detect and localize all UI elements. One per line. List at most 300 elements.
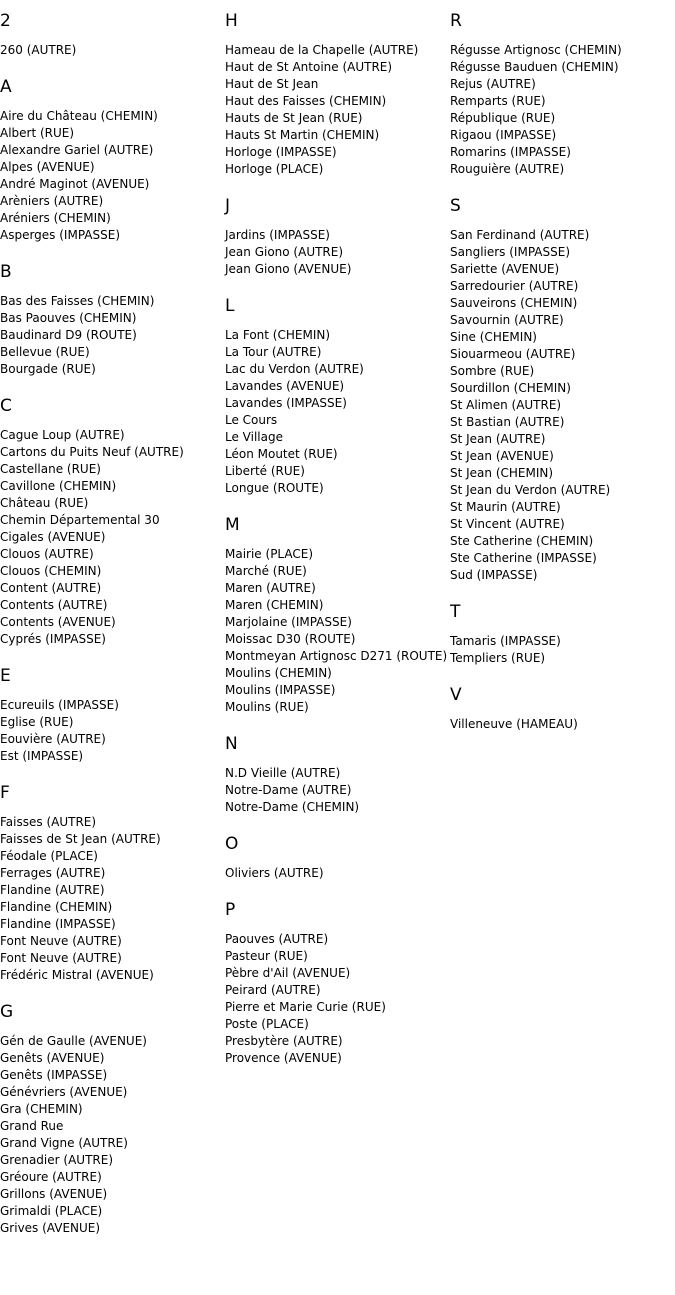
letter-heading: O <box>225 834 239 854</box>
street-link[interactable]: Villeneuve (HAMEAU) <box>450 717 578 731</box>
letter-heading: S <box>450 196 461 216</box>
street-link[interactable]: Pèbre d'Ail (AVENUE) <box>225 966 351 980</box>
street-link[interactable]: Alexandre Gariel (AUTRE) <box>0 143 154 157</box>
street-list-item <box>450 431 675 448</box>
street-link[interactable]: Flandine (AUTRE) <box>0 883 105 897</box>
street-list <box>0 108 225 244</box>
street-link[interactable]: La Font (CHEMIN) <box>225 328 331 342</box>
street-list-item <box>0 1084 225 1101</box>
street-list-item <box>225 110 450 127</box>
street-link[interactable]: Hauts de St Jean (RUE) <box>225 111 363 125</box>
letter-heading: G <box>0 1002 14 1022</box>
street-list-item <box>450 533 675 550</box>
street-link[interactable]: Sourdillon (CHEMIN) <box>450 381 571 395</box>
letter-heading: P <box>225 900 236 920</box>
street-link[interactable]: Jean Giono (AVENUE) <box>225 262 352 276</box>
street-list-item <box>450 550 675 567</box>
street-link[interactable]: Marché (RUE) <box>225 564 307 578</box>
street-link[interactable]: Château (RUE) <box>0 496 89 510</box>
street-link[interactable]: Remparts (RUE) <box>450 94 546 108</box>
street-list-item <box>225 580 450 597</box>
street-list-item <box>225 765 450 782</box>
street-link[interactable]: Grenadier (AUTRE) <box>0 1153 113 1167</box>
street-list-item <box>450 161 675 178</box>
street-list-item <box>225 1033 450 1050</box>
street-link[interactable]: Notre-Dame (AUTRE) <box>225 783 352 797</box>
street-link[interactable]: Régusse Artignosc (CHEMIN) <box>450 43 622 57</box>
street-link[interactable]: Ste Catherine (IMPASSE) <box>450 551 597 565</box>
street-list-item <box>0 1033 225 1050</box>
letter-group <box>450 684 675 733</box>
street-list-item <box>0 461 225 478</box>
letter-heading: L <box>225 296 235 316</box>
street-link[interactable]: Liberté (RUE) <box>225 464 305 478</box>
street-link[interactable]: Ecureuils (IMPASSE) <box>0 698 119 712</box>
letter-heading: V <box>450 685 462 705</box>
street-link[interactable]: Flandine (CHEMIN) <box>0 900 113 914</box>
street-list-item <box>0 1135 225 1152</box>
street-link[interactable]: Faisses (AUTRE) <box>0 815 97 829</box>
street-link[interactable]: Asperges (IMPASSE) <box>0 228 120 242</box>
street-link[interactable]: La Tour (AUTRE) <box>225 345 322 359</box>
street-link[interactable]: Presbytère (AUTRE) <box>225 1034 343 1048</box>
street-link[interactable]: Aire du Château (CHEMIN) <box>0 109 158 123</box>
street-link[interactable]: Eglise (RUE) <box>0 715 74 729</box>
street-link[interactable]: St Alimen (AUTRE) <box>450 398 562 412</box>
street-list-item <box>225 648 450 665</box>
street-list-item <box>225 59 450 76</box>
street-link[interactable]: Haut de St Jean <box>225 77 319 91</box>
street-link[interactable]: Romarins (IMPASSE) <box>450 145 571 159</box>
street-link[interactable]: Moissac D30 (ROUTE) <box>225 632 356 646</box>
street-list-item <box>0 529 225 546</box>
street-link[interactable]: Cigales (AVENUE) <box>0 530 106 544</box>
street-link[interactable]: N.D Vieille (AUTRE) <box>225 766 341 780</box>
street-link[interactable]: Génévriers (AVENUE) <box>0 1085 128 1099</box>
street-list-item <box>225 631 450 648</box>
street-link[interactable]: Grimaldi (PLACE) <box>0 1204 103 1218</box>
street-link[interactable]: Ste Catherine (CHEMIN) <box>450 534 594 548</box>
letter-group <box>0 395 225 648</box>
street-link[interactable]: Bas des Faisses (CHEMIN) <box>0 294 155 308</box>
street-list-item <box>0 865 225 882</box>
street-link[interactable]: Cague Loup (AUTRE) <box>0 428 125 442</box>
street-list-item <box>0 1203 225 1220</box>
letter-group <box>225 514 450 716</box>
street-link[interactable]: Lac du Verdon (AUTRE) <box>225 362 364 376</box>
street-list <box>450 716 675 733</box>
street-link[interactable]: Tamaris (IMPASSE) <box>450 634 561 648</box>
street-list-item <box>0 546 225 563</box>
letter-heading: J <box>225 196 231 216</box>
street-list <box>0 814 225 984</box>
street-list-item <box>0 125 225 142</box>
street-list-item <box>0 344 225 361</box>
street-list-item <box>0 227 225 244</box>
street-link[interactable]: Haut des Faisses (CHEMIN) <box>225 94 387 108</box>
index-column-2 <box>225 0 450 1084</box>
street-link[interactable]: St Jean (AUTRE) <box>450 432 546 446</box>
street-link[interactable]: Clouos (AUTRE) <box>0 547 94 561</box>
street-list-item <box>450 244 675 261</box>
street-list-item <box>450 42 675 59</box>
street-list-item <box>225 480 450 497</box>
street-list-item <box>225 865 450 882</box>
street-list-item <box>450 650 675 667</box>
street-link[interactable]: Horloge (PLACE) <box>225 162 324 176</box>
street-list-item <box>450 465 675 482</box>
street-list-item <box>225 799 450 816</box>
street-list-item <box>450 227 675 244</box>
street-link[interactable]: St Maurin (AUTRE) <box>450 500 561 514</box>
street-list-item <box>0 361 225 378</box>
street-link[interactable]: Horloge (IMPASSE) <box>225 145 337 159</box>
street-list-item <box>0 814 225 831</box>
street-list-item <box>0 427 225 444</box>
street-list-item <box>450 363 675 380</box>
street-list-item <box>225 361 450 378</box>
street-list-item <box>225 597 450 614</box>
street-list-item <box>0 597 225 614</box>
street-link[interactable]: Lavandes (AVENUE) <box>225 379 345 393</box>
street-link[interactable]: Montmeyan Artignosc D271 (ROUTE) <box>225 649 448 663</box>
street-link[interactable]: Grillons (AVENUE) <box>0 1187 108 1201</box>
street-link[interactable]: Est (IMPASSE) <box>0 749 84 763</box>
street-link[interactable]: Lavandes (IMPASSE) <box>225 396 347 410</box>
street-list <box>225 227 450 278</box>
letter-heading: F <box>0 783 10 803</box>
street-list-item <box>225 982 450 999</box>
street-list <box>225 42 450 178</box>
street-list-item <box>450 716 675 733</box>
street-list-item <box>450 144 675 161</box>
street-list-item <box>0 159 225 176</box>
street-link[interactable]: Sine (CHEMIN) <box>450 330 537 344</box>
street-list-item <box>225 144 450 161</box>
street-link[interactable]: Font Neuve (AUTRE) <box>0 951 122 965</box>
street-list-item <box>450 295 675 312</box>
street-link[interactable]: Sauveirons (CHEMIN) <box>450 296 578 310</box>
street-list-item <box>450 482 675 499</box>
street-list-item <box>0 748 225 765</box>
letter-group <box>450 10 675 178</box>
street-link[interactable]: Flandine (IMPASSE) <box>0 917 116 931</box>
street-link[interactable]: Savournin (AUTRE) <box>450 313 564 327</box>
street-list-item <box>450 110 675 127</box>
street-list-item <box>225 682 450 699</box>
street-list <box>225 327 450 497</box>
street-link[interactable]: Sangliers (IMPASSE) <box>450 245 570 259</box>
index-column-1 <box>0 0 225 1254</box>
street-link[interactable]: Sombre (RUE) <box>450 364 535 378</box>
street-link[interactable]: Cavillone (CHEMIN) <box>0 479 117 493</box>
letter-group <box>450 195 675 584</box>
street-list-item <box>225 782 450 799</box>
street-link[interactable]: St Jean (CHEMIN) <box>450 466 554 480</box>
street-link[interactable]: Bourgade (RUE) <box>0 362 96 376</box>
street-link[interactable]: St Vincent (AUTRE) <box>450 517 565 531</box>
street-list-item <box>0 444 225 461</box>
street-list-item <box>225 429 450 446</box>
street-link[interactable]: Aréniers (CHEMIN) <box>0 211 111 225</box>
street-link[interactable]: Genêts (IMPASSE) <box>0 1068 108 1082</box>
street-link[interactable]: Sariette (AVENUE) <box>450 262 560 276</box>
street-link[interactable]: Le Village <box>225 430 283 444</box>
street-link[interactable]: Paouves (AUTRE) <box>225 932 329 946</box>
street-link[interactable]: Bellevue (RUE) <box>0 345 90 359</box>
street-link[interactable]: Longue (ROUTE) <box>225 481 324 495</box>
street-link[interactable]: Haut de St Antoine (AUTRE) <box>225 60 393 74</box>
street-list <box>225 931 450 1067</box>
street-list-item <box>225 446 450 463</box>
street-link[interactable]: Mairie (PLACE) <box>225 547 314 561</box>
street-list <box>450 42 675 178</box>
street-list-item <box>0 1220 225 1237</box>
street-link[interactable]: 260 (AUTRE) <box>0 43 77 57</box>
street-list-item <box>0 631 225 648</box>
street-list-item <box>0 495 225 512</box>
street-list-item <box>0 899 225 916</box>
letter-group <box>0 782 225 984</box>
street-link[interactable]: Eouvière (AUTRE) <box>0 732 106 746</box>
index-column-3 <box>450 0 675 750</box>
street-list-item <box>450 380 675 397</box>
street-list-item <box>0 1152 225 1169</box>
street-list-item <box>0 848 225 865</box>
street-list-item <box>0 1169 225 1186</box>
street-link[interactable]: St Jean (AVENUE) <box>450 449 554 463</box>
street-list-item <box>450 93 675 110</box>
street-link[interactable]: Le Cours <box>225 413 278 427</box>
street-list <box>0 293 225 378</box>
street-list <box>0 42 225 59</box>
street-list-item <box>0 42 225 59</box>
street-list <box>225 546 450 716</box>
street-link[interactable]: République (RUE) <box>450 111 556 125</box>
street-list-item <box>0 933 225 950</box>
street-link[interactable]: Gén de Gaulle (AVENUE) <box>0 1034 147 1048</box>
street-list-item <box>0 108 225 125</box>
street-list-item <box>450 329 675 346</box>
street-list <box>0 427 225 648</box>
street-list-item <box>225 412 450 429</box>
street-list-item <box>225 931 450 948</box>
street-list-item <box>0 1101 225 1118</box>
letter-group <box>225 295 450 497</box>
letter-heading: T <box>450 602 461 622</box>
street-list-item <box>0 882 225 899</box>
street-link[interactable]: Peirard (AUTRE) <box>225 983 321 997</box>
street-list-item <box>450 397 675 414</box>
street-list-item <box>225 1016 450 1033</box>
letter-group <box>225 195 450 278</box>
street-list-item <box>225 161 450 178</box>
street-link[interactable]: Provence (AVENUE) <box>225 1051 342 1065</box>
street-list-item <box>0 478 225 495</box>
street-link[interactable]: Arèniers (AUTRE) <box>0 194 104 208</box>
street-link[interactable]: Pierre et Marie Curie (RUE) <box>225 1000 386 1014</box>
street-link[interactable]: Moulins (IMPASSE) <box>225 683 336 697</box>
letter-heading: A <box>0 77 12 97</box>
street-list-item <box>225 999 450 1016</box>
street-link[interactable]: Gra (CHEMIN) <box>0 1102 83 1116</box>
letter-group <box>450 601 675 667</box>
street-link[interactable]: St Bastian (AUTRE) <box>450 415 565 429</box>
street-link[interactable]: Chemin Départemental 30 <box>0 513 160 527</box>
street-list-item <box>0 1050 225 1067</box>
street-list <box>225 765 450 816</box>
street-list-item <box>450 76 675 93</box>
letter-heading: 2 <box>0 11 11 31</box>
street-list-item <box>225 127 450 144</box>
street-list-item <box>225 395 450 412</box>
street-link[interactable]: Hameau de la Chapelle (AUTRE) <box>225 43 419 57</box>
street-link[interactable]: Templiers (RUE) <box>450 651 546 665</box>
street-link[interactable]: Notre-Dame (CHEMIN) <box>225 800 360 814</box>
street-link[interactable]: Grand Vigne (AUTRE) <box>0 1136 128 1150</box>
street-list-item <box>0 563 225 580</box>
street-link[interactable]: Clouos (CHEMIN) <box>0 564 102 578</box>
street-list-item <box>0 967 225 984</box>
street-link[interactable]: André Maginot (AVENUE) <box>0 177 150 191</box>
street-list-item <box>225 42 450 59</box>
street-list-item <box>0 193 225 210</box>
street-list-item <box>450 448 675 465</box>
street-link[interactable]: Oliviers (AUTRE) <box>225 866 324 880</box>
street-list-item <box>225 948 450 965</box>
street-link[interactable]: Cyprés (IMPASSE) <box>0 632 106 646</box>
street-list-item <box>225 665 450 682</box>
street-list-item <box>450 278 675 295</box>
street-list <box>450 633 675 667</box>
street-link[interactable]: Baudinard D9 (ROUTE) <box>0 328 137 342</box>
street-link[interactable]: Ferrages (AUTRE) <box>0 866 106 880</box>
street-list-item <box>225 965 450 982</box>
street-link[interactable]: Sarredourier (AUTRE) <box>450 279 579 293</box>
letter-group <box>0 665 225 765</box>
street-list-item <box>450 499 675 516</box>
street-list-item <box>450 261 675 278</box>
street-link[interactable]: Grand Rue <box>0 1119 64 1133</box>
street-link[interactable]: Content (AUTRE) <box>0 581 102 595</box>
street-list-item <box>225 93 450 110</box>
street-link[interactable]: Maren (AUTRE) <box>225 581 316 595</box>
letter-group <box>0 10 225 59</box>
letter-heading: R <box>450 11 462 31</box>
street-link[interactable]: Cartons du Puits Neuf (AUTRE) <box>0 445 184 459</box>
street-link[interactable]: Hauts St Martin (CHEMIN) <box>225 128 380 142</box>
letter-group <box>225 10 450 178</box>
street-link[interactable]: Rouguière (AUTRE) <box>450 162 565 176</box>
street-link[interactable]: Sud (IMPASSE) <box>450 568 538 582</box>
street-list-item <box>0 714 225 731</box>
street-link[interactable]: Maren (CHEMIN) <box>225 598 324 612</box>
street-link[interactable]: St Jean du Verdon (AUTRE) <box>450 483 611 497</box>
street-list <box>450 227 675 584</box>
street-link[interactable]: Albert (RUE) <box>0 126 75 140</box>
street-link[interactable]: Régusse Bauduen (CHEMIN) <box>450 60 619 74</box>
street-link[interactable]: Moulins (CHEMIN) <box>225 666 332 680</box>
street-link[interactable]: Faisses de St Jean (AUTRE) <box>0 832 161 846</box>
street-link[interactable]: Contents (AVENUE) <box>0 615 116 629</box>
street-link[interactable]: Castellane (RUE) <box>0 462 101 476</box>
street-list <box>0 1033 225 1237</box>
letter-group <box>0 1001 225 1237</box>
street-list-item <box>225 76 450 93</box>
street-link[interactable]: Rejus (AUTRE) <box>450 77 536 91</box>
street-list-item <box>450 516 675 533</box>
letter-group <box>0 261 225 378</box>
letter-group <box>225 733 450 816</box>
street-list-item <box>0 697 225 714</box>
street-list-item <box>450 414 675 431</box>
letter-group <box>225 899 450 1067</box>
street-link[interactable]: Rigaou (IMPASSE) <box>450 128 557 142</box>
street-link[interactable]: Léon Moutet (RUE) <box>225 447 338 461</box>
street-list-item <box>0 731 225 748</box>
street-link[interactable]: Gréoure (AUTRE) <box>0 1170 102 1184</box>
street-list-item <box>450 567 675 584</box>
street-link[interactable]: Féodale (PLACE) <box>0 849 98 863</box>
street-link[interactable]: Poste (PLACE) <box>225 1017 309 1031</box>
street-list-item <box>0 512 225 529</box>
street-link[interactable]: Font Neuve (AUTRE) <box>0 934 122 948</box>
street-link[interactable]: Genêts (AVENUE) <box>0 1051 105 1065</box>
street-link[interactable]: Alpes (AVENUE) <box>0 160 95 174</box>
street-list-item <box>0 614 225 631</box>
street-list-item <box>0 1118 225 1135</box>
street-list <box>0 697 225 765</box>
street-list-item <box>225 563 450 580</box>
street-link[interactable]: Frédéric Mistral (AVENUE) <box>0 968 154 982</box>
street-link[interactable]: Moulins (RUE) <box>225 700 309 714</box>
street-list-item <box>225 614 450 631</box>
street-list-item <box>225 463 450 480</box>
letter-group <box>0 76 225 244</box>
street-link[interactable]: Contents (AUTRE) <box>0 598 108 612</box>
street-list-item <box>0 831 225 848</box>
street-link[interactable]: Jardins (IMPASSE) <box>225 228 330 242</box>
letter-heading: N <box>225 734 238 754</box>
street-link[interactable]: Pasteur (RUE) <box>225 949 308 963</box>
letter-group <box>225 833 450 882</box>
street-list-item <box>225 261 450 278</box>
street-list-item <box>225 244 450 261</box>
street-list-item <box>450 59 675 76</box>
street-link[interactable]: Grives (AVENUE) <box>0 1221 101 1235</box>
letter-heading: E <box>0 666 11 686</box>
street-link[interactable]: Jean Giono (AUTRE) <box>225 245 344 259</box>
street-list-item <box>0 176 225 193</box>
street-list-item <box>225 699 450 716</box>
street-link[interactable]: Marjolaine (IMPASSE) <box>225 615 352 629</box>
street-link[interactable]: Bas Paouves (CHEMIN) <box>0 311 137 325</box>
street-list-item <box>0 1067 225 1084</box>
street-list-item <box>225 327 450 344</box>
letter-heading: H <box>225 11 238 31</box>
letter-heading: B <box>0 262 12 282</box>
street-list-item <box>225 378 450 395</box>
street-list-item <box>0 142 225 159</box>
street-link[interactable]: Siouarmeou (AUTRE) <box>450 347 576 361</box>
street-list-item <box>0 916 225 933</box>
street-list-item <box>0 293 225 310</box>
letter-heading: C <box>0 396 12 416</box>
street-list-item <box>450 633 675 650</box>
street-list-item <box>0 1186 225 1203</box>
street-list-item <box>0 950 225 967</box>
street-link[interactable]: San Ferdinand (AUTRE) <box>450 228 590 242</box>
